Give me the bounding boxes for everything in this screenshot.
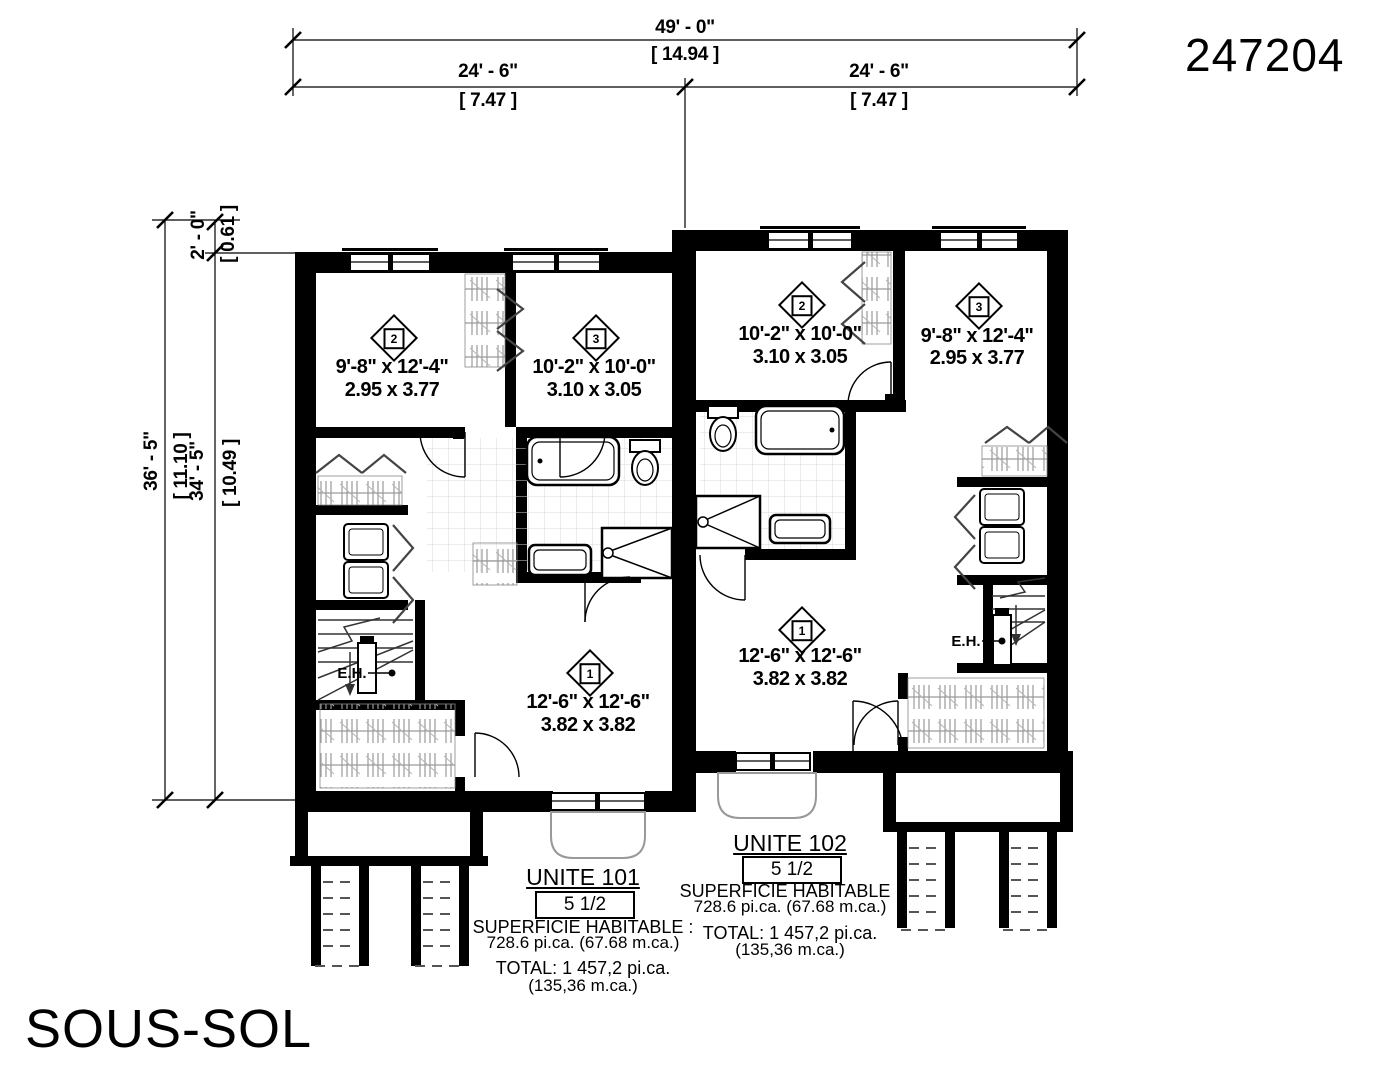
- unit101-total-line2: (135,36 m.ca.): [528, 976, 638, 995]
- floor-title: SOUS-SOL: [25, 999, 313, 1059]
- water-heater-label: E.H.: [951, 633, 981, 650]
- dim-top-total-metric: [ 14.94 ]: [650, 44, 720, 65]
- room-size-metric: 3.10 x 3.05: [752, 346, 848, 368]
- room-marker-number: 3: [969, 296, 990, 317]
- room-size-metric: 3.10 x 3.05: [546, 379, 642, 401]
- dim-left-inner-metric: [ 10.49 ]: [220, 438, 241, 508]
- dim-top-right-metric: [ 7.47 ]: [850, 90, 908, 111]
- room-size-imperial: 12'-6" x 12'-6": [526, 691, 650, 713]
- unit101-total-line1: TOTAL: 1 457,2 pi.ca.: [495, 958, 671, 978]
- room-size-imperial: 9'-8" x 12'-4": [335, 356, 449, 378]
- unit102-title: UNITE 102: [733, 830, 847, 856]
- dim-top-left-imperial: 24' - 6": [458, 61, 518, 82]
- unit101-area-value: 728.6 pi.ca. (67.68 m.ca.): [486, 933, 680, 952]
- room-size-imperial: 12'-6" x 12'-6": [738, 645, 862, 667]
- room-size-metric: 2.95 x 3.77: [929, 347, 1025, 369]
- unit102-layout-box: 5 1/2: [742, 856, 842, 884]
- unit102-area-value: 728.6 pi.ca. (67.68 m.ca.): [693, 897, 887, 916]
- room-marker-number: 1: [792, 620, 813, 641]
- dim-left-offset-imperial: 2' - 0": [188, 210, 209, 260]
- bathroom-unit101: [427, 437, 672, 578]
- room-marker-number: 3: [586, 328, 607, 349]
- room-size-imperial: 9'-8" x 12'-4": [920, 325, 1034, 347]
- dim-top-left-metric: [ 7.47 ]: [459, 90, 517, 111]
- dim-top-total-imperial: 49' - 0": [655, 17, 715, 38]
- unit102-total-line2: (135,36 m.ca.): [735, 940, 845, 959]
- room-marker-number: 2: [384, 328, 405, 349]
- dim-left-inner-imperial: 34' - 5": [187, 441, 208, 501]
- room-size-metric: 3.82 x 3.82: [540, 714, 636, 736]
- plan-number: 247204: [1185, 29, 1345, 81]
- unit102-area-label: SUPERFICIE HABITABLE :: [679, 881, 901, 901]
- room-marker-number: 2: [792, 295, 813, 316]
- room-size-imperial: 10'-2" x 10'-0": [532, 356, 656, 378]
- dim-left-outer-imperial: 36' - 5": [141, 431, 162, 491]
- room-size-metric: 3.82 x 3.82: [752, 668, 848, 690]
- dim-left-outer-metric: [ 11.10 ]: [171, 432, 192, 500]
- dim-top-right-imperial: 24' - 6": [849, 61, 909, 82]
- unit101-layout-box: 5 1/2: [535, 891, 635, 919]
- room-size-metric: 2.95 x 3.77: [344, 379, 440, 401]
- dim-left-offset-metric: [ 0.61 ]: [218, 205, 239, 263]
- unit102-total-line1: TOTAL: 1 457,2 pi.ca.: [702, 923, 878, 943]
- room-marker-number: 1: [580, 663, 601, 684]
- unit101-area-label: SUPERFICIE HABITABLE :: [472, 917, 694, 937]
- room-size-imperial: 10'-2" x 10'-0": [738, 323, 862, 345]
- water-heater-label: E.H.: [337, 665, 367, 682]
- unit101-title: UNITE 101: [526, 864, 640, 890]
- bathroom-unit102: [696, 406, 845, 549]
